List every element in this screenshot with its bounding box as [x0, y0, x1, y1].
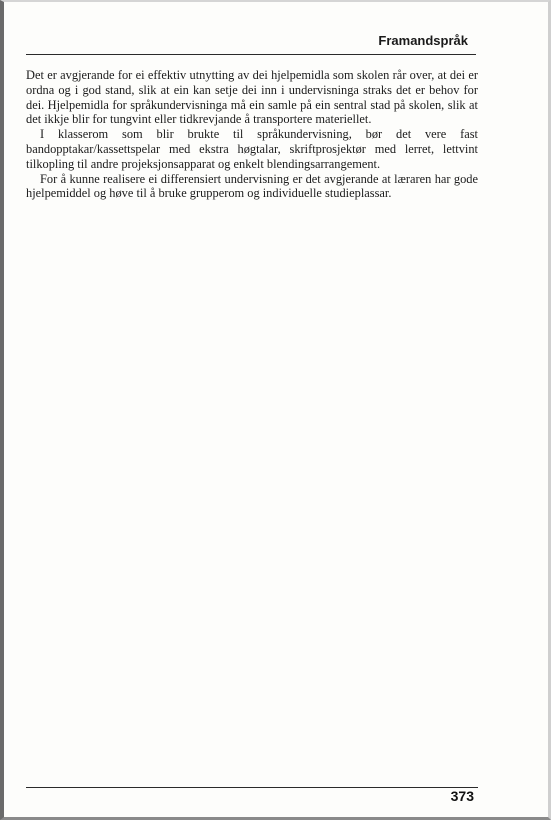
paragraph-3: For å kunne realisere ei differensiert undervisning er det avgjerande at læraren har gode hjelpemiddel og høve til å bruke grupperom og individuelle studieplassar. [26, 171, 478, 201]
running-header-title: Framandspråk [378, 33, 468, 48]
paragraph-1: Det er avgjerande for ei effektiv utnytting av dei hjelpemidla som skolen rår over, at dei er ordna og i god stand, slik at ein kan setje dei inn i undervisninga straks det er behov for dei. Hjelpemidla for språkundervisninga må ein samle på ein sentral stad på skolen, slik at det ikkje blir for tungvint eller tidkrevjande å transportere materiellet. [26, 68, 478, 127]
paragraph-2: I klasserom som blir brukte til språkundervisning, bør det vere fast bandopptakar/kassettspelar med ekstra høgtalar, skriftprosjektør med lerret, lettvint tilkopling til andre projeksjonsapparat og enkelt blendingsarrangement. [26, 127, 478, 171]
footer-rule [26, 787, 478, 788]
header-rule [26, 54, 476, 55]
body-text [26, 68, 478, 201]
page-number: 373 [450, 788, 474, 804]
